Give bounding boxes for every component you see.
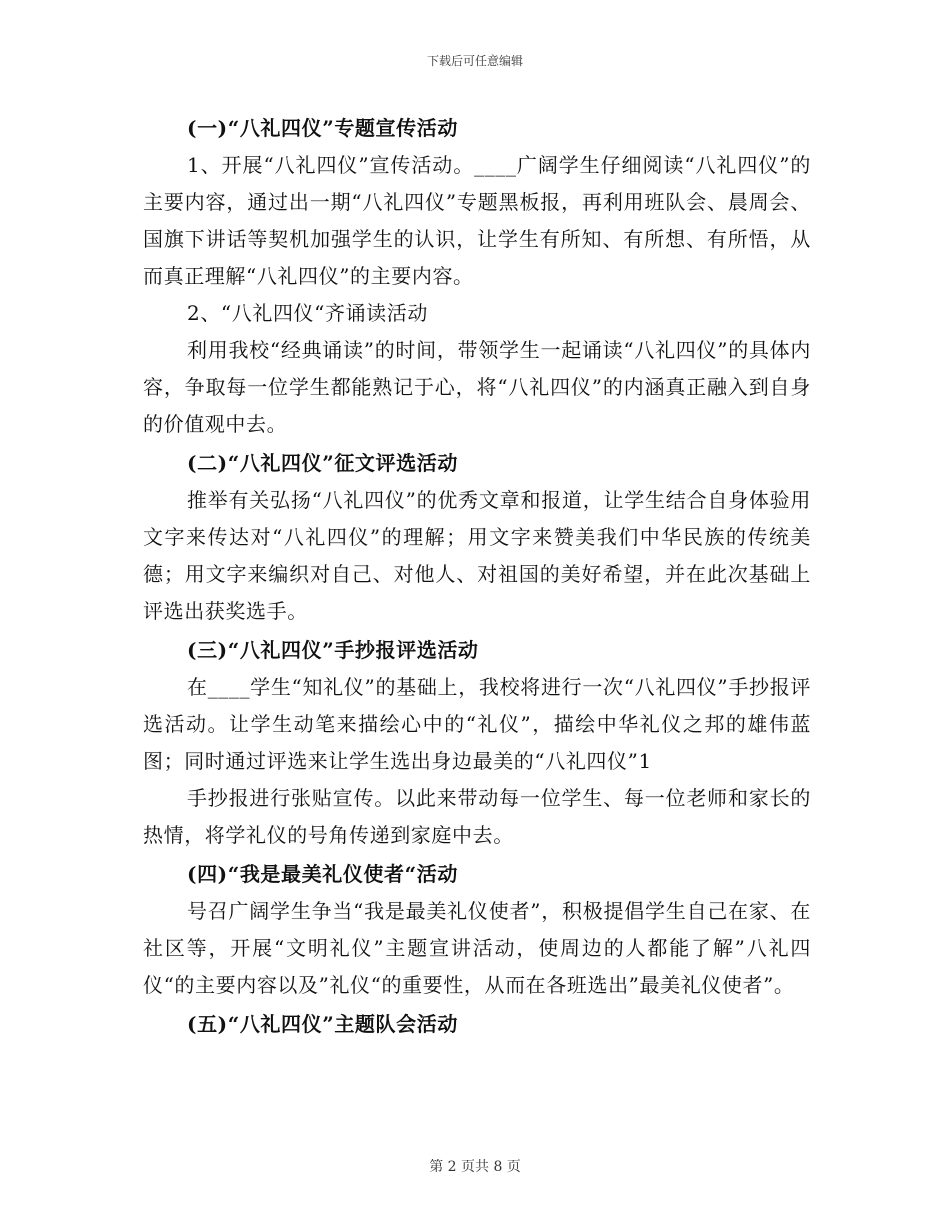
paragraph: 2、“八礼四仪“齐诵读活动 — [187, 301, 428, 325]
paragraph: 在____学生“知礼仪”的基础上，我校将进行一次“八礼四仪”手抄报评选活动。让学生动笔来描绘心中的“礼仪”，描绘中华礼仪之邦的雄伟蓝图；同时通过评选来让学生选出身边最美的“八礼四仪”1 — [143, 675, 811, 773]
paragraph: 1、开展“八礼四仪”宣传活动。____广阔学生仔细阅读“八礼四仪”的主要内容，通过出一期“八礼四仪”专题黑板报，再利用班队会、晨周会、国旗下讲话等契机加强学生的认识，让学生有所知、有所想、有所悟，从而真正理解“八礼四仪”的主要内容。 — [143, 153, 811, 288]
page-header: 下载后可任意编辑 — [426, 54, 523, 68]
section-heading-1: (一)“八礼四仪”专题宣传活动 — [187, 116, 458, 140]
section-heading-3: (三)“八礼四仪”手抄报评选活动 — [187, 638, 479, 662]
section-heading-4: (四)“我是最美礼仪使者“活动 — [187, 862, 458, 886]
section-heading-2: (二)“八礼四仪”征文评选活动 — [187, 451, 458, 475]
paragraph: 号召广阔学生争当“我是最美礼仪使者”，积极提倡学生自己在家、在社区等，开展“文明礼仪”主题宣讲活动，使周边的人都能了解”八礼四仪“的主要内容以及”礼仪“的重要性，从而在各班选出”最美礼仪使者”。 — [143, 899, 811, 997]
page-number: 第 2 页共 8 页 — [429, 1159, 521, 1175]
paragraph: 利用我校“经典诵读”的时间，带领学生一起诵读“八礼四仪”的具体内容，争取每一位学生都能熟记于心，将“八礼四仪”的内涵真正融入到自身的价值观中去。 — [143, 338, 811, 436]
paragraph: 手抄报进行张贴宣传。以此来带动每一位学生、每一位老师和家长的热情，将学礼仪的号角传递到家庭中去。 — [143, 786, 811, 847]
paragraph: 推举有关弘扬“八礼四仪”的优秀文章和报道，让学生结合自身体验用文字来传达对“八礼四仪”的理解；用文字来赞美我们中华民族的传统美德；用文字来编织对自己、对他人、对祖国的美好希望，并在此次基础上评选出获奖选手。 — [143, 488, 811, 623]
section-heading-5: (五)“八礼四仪”主题队会活动 — [187, 1012, 458, 1036]
document-body — [143, 108, 811, 1043]
